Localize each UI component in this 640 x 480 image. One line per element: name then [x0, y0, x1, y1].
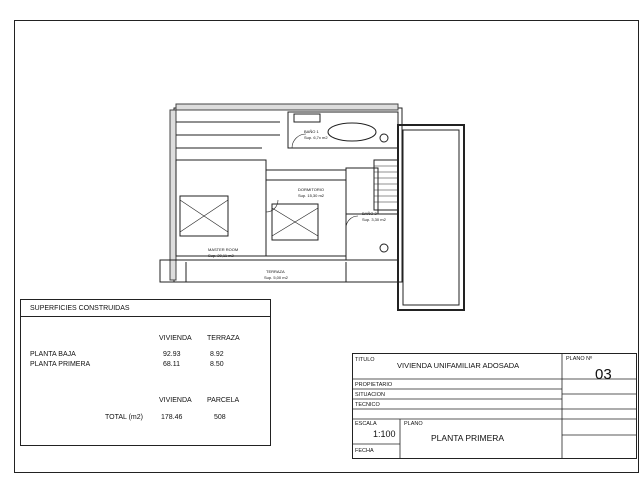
title-block — [352, 353, 637, 459]
roof-terrace-inner — [403, 130, 459, 305]
escala-label: ESCALA — [355, 421, 377, 427]
escala-value: 1:100 — [373, 429, 396, 439]
total-label: TOTAL (m2) — [105, 414, 143, 421]
room-label-terraza: TERRAZA — [266, 269, 285, 274]
fecha-label: FECHA — [355, 448, 374, 454]
titulo-label: TITULO — [355, 357, 375, 363]
toilet-1 — [380, 134, 388, 142]
room-label-bano1: BAÑO 1 — [304, 129, 319, 134]
total-parcela: 508 — [214, 414, 226, 421]
row-vivienda: 68.11 — [163, 361, 180, 368]
bano2-zone — [346, 168, 378, 214]
titulo-value: VIVIENDA UNIFAMILIAR ADOSADA — [397, 361, 520, 370]
tecnico-label: TECNICO — [355, 402, 380, 408]
room-area-bano1: Sup. 6,7x m2 — [304, 135, 328, 140]
master-room — [176, 160, 266, 256]
propietario-label: PROPIETARIO — [355, 382, 393, 388]
roof-terrace — [398, 125, 464, 310]
room-area-master: Sup. 20,11 m2 — [208, 253, 234, 258]
double-sink — [294, 114, 320, 122]
row-terraza: 8.92 — [210, 351, 224, 358]
plano-value: PLANTA PRIMERA — [431, 433, 505, 443]
bathtub — [328, 123, 376, 141]
north-wall — [176, 104, 398, 110]
row-vivienda: 92.93 — [163, 351, 181, 358]
room-label-bano2: BAÑO 2 — [362, 211, 377, 216]
west-wall — [170, 110, 176, 280]
surfaces-title: SUPERFICIES CONSTRUIDAS — [30, 305, 130, 312]
plano-n-label: PLANO Nº — [566, 356, 593, 362]
row-label: PLANTA PRIMERA — [30, 361, 91, 368]
situacion-label: SITUACION — [355, 392, 385, 398]
col-terraza: TERRAZA — [207, 335, 240, 342]
plano-label: PLANO — [404, 421, 423, 427]
plano-n-value: 03 — [595, 366, 612, 383]
room-area-dormitorio: Sup. 15,30 m2 — [298, 193, 325, 198]
col2-parcela: PARCELA — [207, 397, 240, 404]
surfaces-table — [20, 299, 271, 446]
room-label-master: MASTER ROOM — [208, 247, 239, 252]
total-vivienda: 178.46 — [161, 414, 183, 421]
room-label-dormitorio: DORMITORIO — [298, 187, 324, 192]
room-area-bano2: Sup. 3,30 m2 — [362, 217, 386, 222]
row-label: PLANTA BAJA — [30, 351, 76, 358]
col2-vivienda: VIVIENDA — [159, 397, 192, 404]
row-terraza: 8.50 — [210, 361, 224, 368]
toilet-2 — [380, 244, 388, 252]
col-vivienda: VIVIENDA — [159, 335, 192, 342]
room-area-terraza: Sup. 5,00 m2 — [264, 275, 288, 280]
